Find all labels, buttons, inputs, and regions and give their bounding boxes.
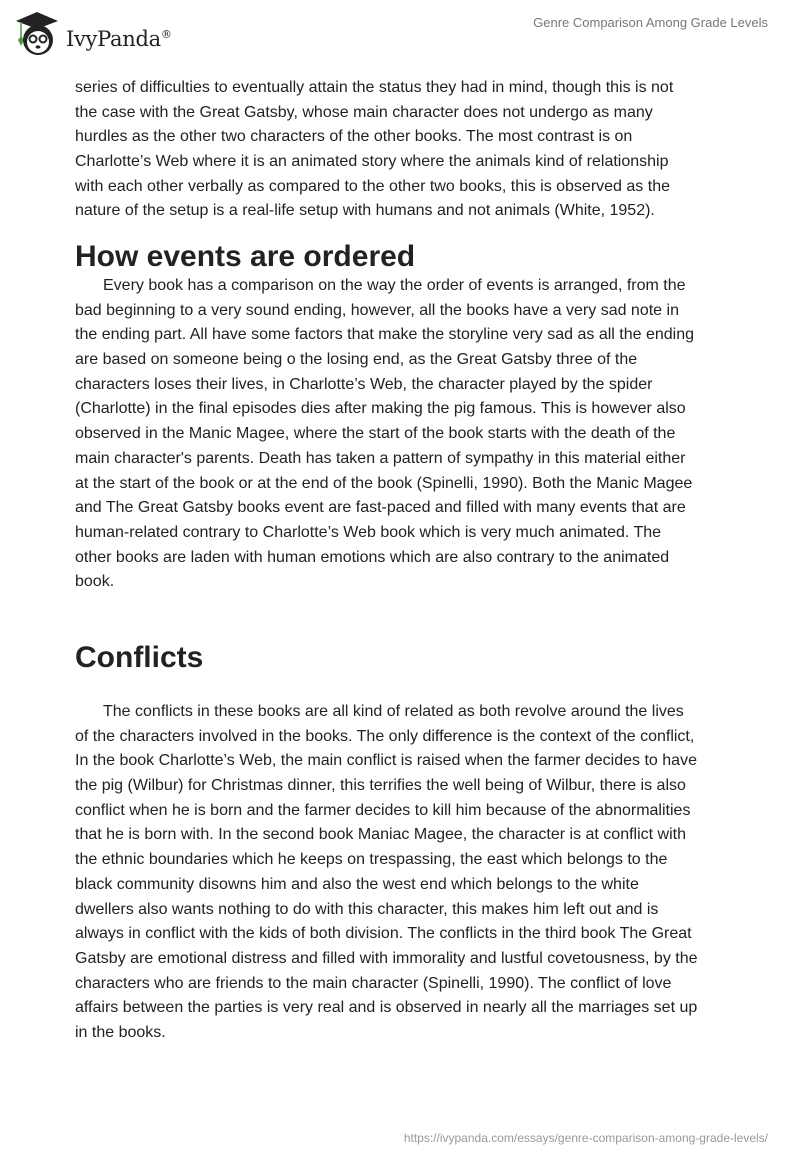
text-line: observed in the Manic Magee, where the start of the book starts with the death of the bbox=[75, 425, 676, 443]
text-line: black community disowns him and also the west end which belongs to the white bbox=[75, 875, 639, 893]
text-line: the pig (Wilbur) for Christmas dinner, this terrifies the well being of Wilbur, there is also bbox=[75, 777, 686, 795]
logo-text: IvyPanda® bbox=[66, 27, 172, 51]
panda-graduate-icon bbox=[12, 8, 62, 58]
text-line: the ending part. All have some factors that make the storyline very sad as all the ending bbox=[75, 326, 695, 344]
text-line: conflict when he is born and the farmer decides to kill him because of the abnormalities bbox=[75, 801, 691, 819]
text-line: characters who are friends to the main character (Spinelli, 1990). The conflict of love bbox=[75, 974, 672, 992]
text-line: at the start of the book or at the end of the book (Spinelli, 1990). Both the Manic Magee bbox=[75, 474, 693, 492]
text-line: dwellers also wants nothing to do with this character, this makes him left out and is bbox=[75, 900, 659, 918]
text-line: Charlotte’s Web where it is an animated story where the animals kind of relationship bbox=[75, 153, 669, 171]
text-line: series of difficulties to eventually attain the status they had in mind, though this is not bbox=[75, 79, 674, 96]
text-line: affairs between the parties is very real and is observed in nearly all the marriages set up bbox=[75, 999, 698, 1017]
text-line: in the books. bbox=[75, 1023, 166, 1041]
text-line: the ethnic boundaries which he keeps on trespassing, the east which belongs to the bbox=[75, 851, 668, 869]
text-line: nature of the setup is a real-life setup with humans and not animals (White, 1952). bbox=[75, 202, 655, 220]
text-line: other books are laden with human emotions which are also contrary to the animated bbox=[75, 548, 670, 566]
text-line: and The Great Gatsby books event are fast-paced and filled with many events that are bbox=[75, 499, 686, 517]
text-line: (Charlotte) in the final episodes dies after making the pig famous. This is however also bbox=[75, 400, 686, 418]
paragraph bbox=[75, 274, 755, 595]
text-line: with each other verbally as compared to the other two books, this is observed as the bbox=[75, 177, 670, 195]
document-title: Genre Comparison Among Grade Levels bbox=[533, 15, 768, 30]
text-line: characters loses their lives, in Charlotte’s Web, the character played by the spider bbox=[75, 375, 653, 393]
logo[interactable] bbox=[12, 8, 172, 58]
text-line: the case with the Great Gatsby, whose main character does not undergo as many bbox=[75, 103, 653, 121]
text-line: of the characters involved in the books. The only difference is the context of the conflict, bbox=[75, 727, 695, 745]
page-url: https://ivypanda.com/essays/genre-comparison-among-grade-levels/ bbox=[403, 1131, 768, 1145]
text-line: hurdles as the other two characters of the other books. The most contrast is on bbox=[75, 128, 633, 146]
text-line: book. bbox=[75, 573, 115, 591]
paragraph bbox=[75, 700, 755, 1046]
section-heading: Conflicts bbox=[75, 641, 204, 674]
text-line: The conflicts in these books are all kind of related as both revolve around the lives bbox=[103, 703, 684, 720]
text-line: Gatsby are emotional distress and filled with immorality and lustful covetousness, by the bbox=[75, 949, 698, 967]
text-line: always in conflict with the kids of both division. The conflicts in the third book The Great bbox=[75, 925, 692, 943]
text-line: human-related contrary to Charlotte’s Web book which is very much animated. The bbox=[75, 523, 662, 541]
text-line: that he is born with. In the second book Maniac Magee, the character is at conflict with bbox=[75, 826, 686, 844]
text-line: bad beginning to a very sound ending, however, all the books have a very sad note in bbox=[75, 301, 679, 319]
text-line: main character's parents. Death has taken a pattern of sympathy in this material either bbox=[75, 449, 686, 467]
text-line: are based on someone being o the losing end, as the Great Gatsby three of the bbox=[75, 351, 638, 369]
section-heading: How events are ordered bbox=[75, 240, 416, 273]
text-line: Every book has a comparison on the way the order of events is arranged, from the bbox=[103, 277, 686, 294]
text-line: In the book Charlotte’s Web, the main conflict is raised when the farmer decides to have bbox=[75, 752, 697, 770]
paragraph bbox=[75, 76, 755, 224]
